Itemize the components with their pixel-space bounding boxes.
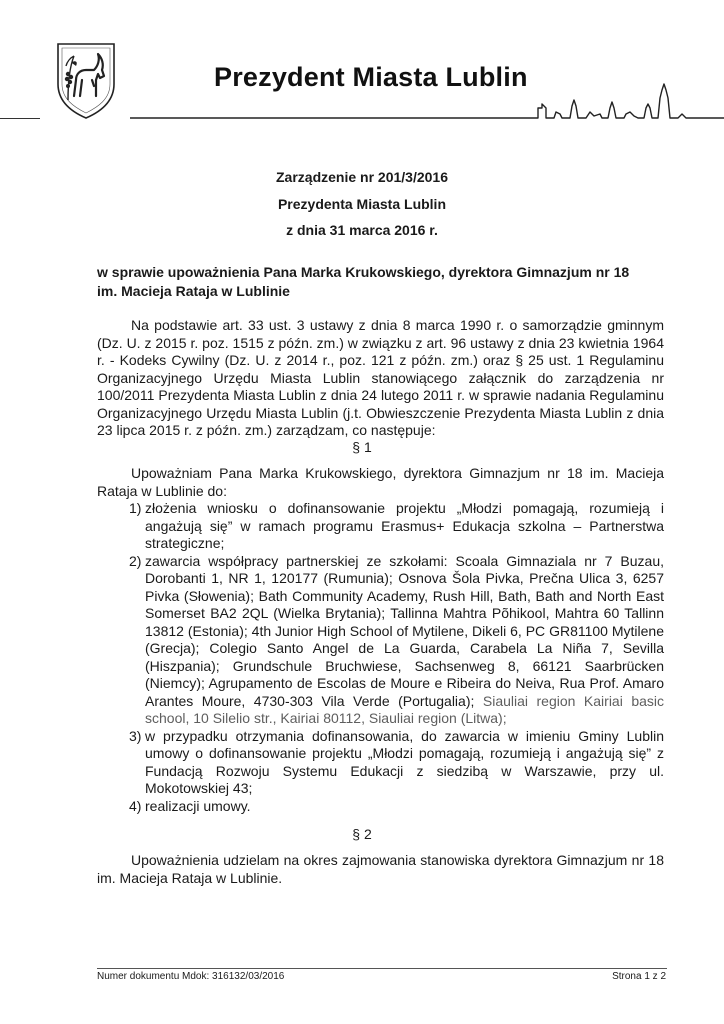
lublin-coat-of-arms-icon <box>54 40 118 120</box>
footer-page-number: Strona 1 z 2 <box>612 971 666 982</box>
list-item-text: złożenia wniosku o dofinansowanie projektu „Młodzi pomagają, rozumieją i angażują się” w ramach programu Erasmus+ Edukacja szkolna – Partnerstwa strategiczne; <box>145 500 664 551</box>
issuer: Prezydenta Miasta Lublin <box>277 196 447 212</box>
list-item-number: 2) <box>129 552 142 569</box>
subject <box>97 263 667 301</box>
list-item-text-gray: Siauliai region Kairiai basic school, 10 Silelio str., Kairiai 80112, Siauliai region (Litwa); <box>145 692 665 726</box>
header-rule-left <box>0 118 40 119</box>
list-item <box>97 728 664 798</box>
section-2-paragraph <box>97 852 664 887</box>
preamble-paragraph <box>97 317 664 440</box>
section-2-text: Upoważnienia udzielam na okres zajmowania stanowiska dyrektora Gimnazjum nr 18 im. Macieja Rataja w Lublinie. <box>97 852 664 886</box>
order-date: z dnia 31 marca 2016 r. <box>286 222 438 238</box>
order-number: Zarządzenie nr 201/3/2016 <box>276 169 448 185</box>
list-item-text: w przypadku otrzymania dofinansowania, do zawarcia w imieniu Gminy Lublin umowy o dofinansowanie projektu „Młodzi pomagają, rozumieją i angażują się” z Fundacją Rozwoju Systemu Edukacji z siedzibą w Warszawie, przy ul. Mokotowskiej 43; <box>145 727 664 796</box>
city-skyline-icon <box>130 78 724 122</box>
list-item <box>97 798 664 816</box>
section-1-intro-text: Upoważniam Pana Marka Krukowskiego, dyrektora Gimnazjum nr 18 im. Macieja Rataja w Lublinie do: <box>97 465 664 499</box>
list-item-number: 3) <box>129 727 142 744</box>
preamble-text: Na podstawie art. 33 ust. 3 ustawy z dnia 8 marca 1990 r. o samorządzie gminnym (Dz. U. z 2015 r. poz. 1515 z późn. zm.) w związku z art. 96 ustawy z dnia 23 kwietnia 1964 r. - Kodeks Cywilny (Dz. U. z 2014 r., poz. 121 z późn. zm.) oraz § 25 ust. 1 Regulaminu Organizacyjnego Urzędu Miasta Lublin stanowiącego załącznik do zarządzenia nr 100/2011 Prezydenta Miasta Lublin z dnia 24 lutego 2011 r. w sprawie nadania Regulaminu Organizacyjnego Urzędu Miasta Lublin (j.t. Obwieszczenie Prezydenta Miasta Lublin z dnia 23 lipca 2015 r. z późn. zm.) zarządzam, co następuje: <box>97 317 664 438</box>
footer-doc-number: Numer dokumentu Mdok: 316132/03/2016 <box>97 971 285 982</box>
list-item-number: 4) <box>129 797 142 814</box>
list-item <box>97 500 664 553</box>
list-item-text: zawarcia współpracy partnerskiej ze szkołami: Scoala Gimnaziala nr 7 Buzau, Dorobanti 1, NR 1, 120177 (Rumunia); Osnova Šola Pivka, Prečna Ulica 3, 6257 Pivka (Słowenia); Bath Community Academy, Rush Hill, Bath, Bath and North East Somerset BA2 2QL (Wielka Brytania); Tallinna Mahtra Põhikool, Mahtra 60 Tallinn 13812 (Estonia); 4th Junior High School of Mytilene, Dikeli 6, PC GR81100 Mytilene (Grecja); Colegio Santo Angel de La Guarda, Carabela La Niña 7, Sevilla (Hiszpania); Grundschule Bruchwiese, Sachsenweg 8, 66121 Saarbrücken (Niemcy); Agrupamento de Escolas de Moure e Ribeira do Neiva, Rua Prof. Amaro Arantes Moure, 4730-303 Vila Verde (Portugalia); <box>145 552 664 709</box>
subject-line-2: im. Macieja Rataja w Lublinie <box>97 283 290 299</box>
section-2-title: § 2 <box>352 826 372 842</box>
section-1-title: § 1 <box>352 439 372 455</box>
authorization-list <box>97 500 664 815</box>
subject-line-1: w sprawie upoważnienia Pana Marka Krukowskiego, dyrektora Gimnazjum nr 18 <box>97 264 630 280</box>
list-item <box>97 553 664 728</box>
footer-rule <box>97 968 667 969</box>
list-item-text: realizacji umowy. <box>145 797 251 814</box>
section-1-intro <box>97 465 664 500</box>
list-item-number: 1) <box>129 500 142 516</box>
page-title: Prezydent Miasta Lublin <box>214 62 528 92</box>
